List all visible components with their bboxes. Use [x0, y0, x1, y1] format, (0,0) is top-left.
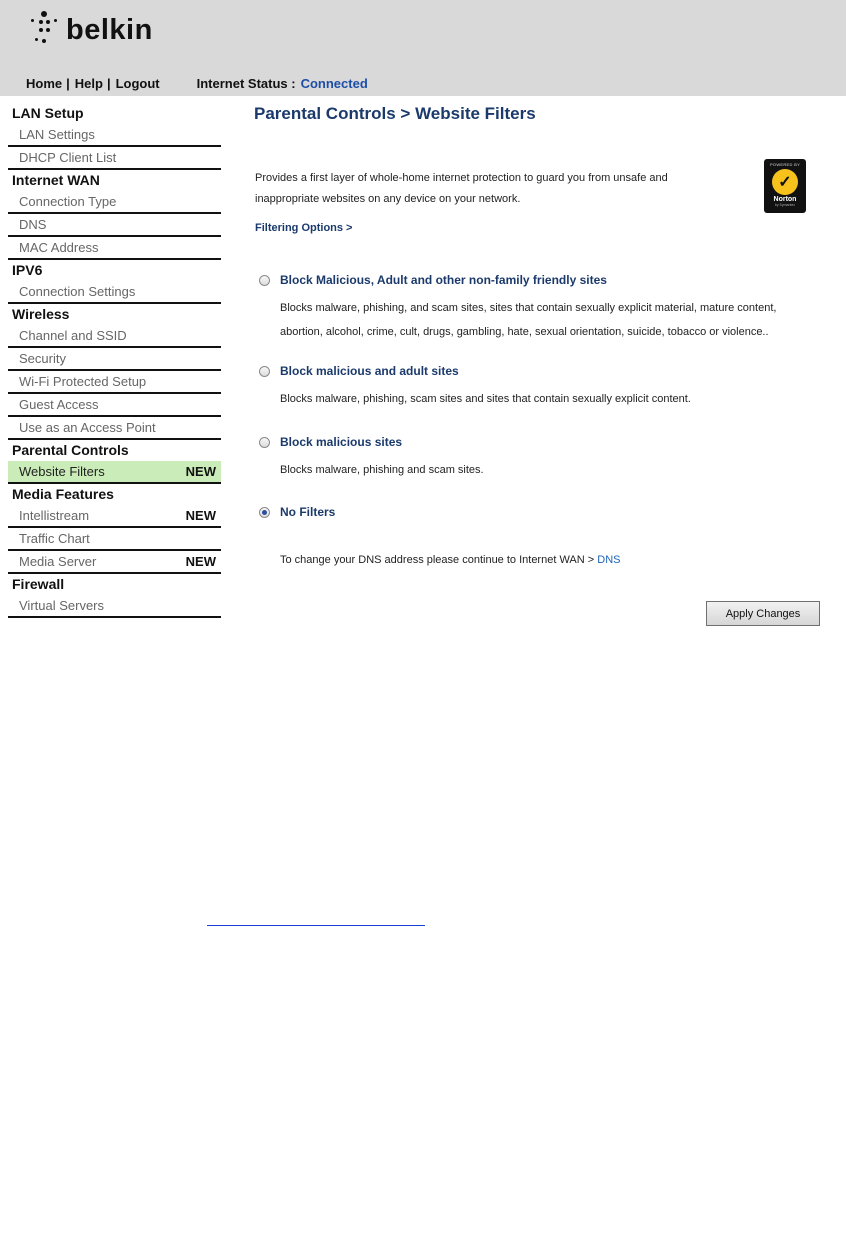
dns-note — [280, 554, 620, 566]
page-title: Parental Controls > Website Filters — [254, 104, 536, 123]
apply-changes-button[interactable]: Apply Changes — [706, 601, 820, 626]
option-desc-line: Blocks malware, phishing and scam sites. — [280, 464, 484, 476]
description-line: inappropriate websites on any device on your network. — [255, 193, 521, 205]
sidebar-item-website-filters[interactable] — [8, 461, 221, 484]
sidebar-item-label: Wi-Fi Protected Setup — [19, 374, 147, 389]
nav-separator: | — [106, 76, 111, 91]
sidebar-item-label: LAN Settings — [19, 127, 95, 142]
radio-malicious-adult[interactable] — [259, 366, 270, 377]
new-badge: NEW — [185, 554, 216, 569]
sidebar-item-label: MAC Address — [19, 240, 99, 255]
option-description — [280, 296, 820, 344]
sidebar-item-connection-type[interactable] — [8, 191, 221, 214]
new-badge: NEW — [185, 464, 216, 479]
sidebar-item-label: Channel and SSID — [19, 328, 127, 343]
sidebar-item-label: Website Filters — [19, 464, 105, 479]
nav-help-link[interactable]: Help — [74, 76, 103, 91]
dns-link[interactable]: DNS — [597, 554, 621, 566]
nav-separator: | — [66, 76, 70, 91]
sidebar-section-parental-controls: Parental Controls — [12, 442, 129, 458]
main-content — [254, 104, 824, 620]
norton-check-icon: ✓ — [772, 169, 798, 195]
option-description — [280, 387, 820, 411]
sidebar-item-label: Guest Access — [19, 397, 99, 412]
top-nav — [26, 76, 368, 91]
option-description — [280, 458, 820, 482]
sidebar-item-traffic-chart[interactable] — [8, 528, 221, 551]
sidebar-item-guest-access[interactable] — [8, 394, 221, 417]
sidebar-item-dns[interactable] — [8, 214, 221, 237]
radio-no-filters[interactable] — [259, 507, 270, 518]
sidebar-item-virtual-servers[interactable] — [8, 595, 221, 618]
sidebar-item-label: DHCP Client List — [19, 150, 117, 165]
dns-note-text: To change your DNS address please continue to Internet WAN > — [280, 554, 598, 566]
belkin-logo[interactable] — [22, 8, 153, 50]
option-desc-line: Blocks malware, phishing, and scam sites, sites that contain sexually explicit material, mature content, — [280, 302, 777, 314]
sidebar-section-wireless: Wireless — [12, 306, 70, 322]
sidebar-item-media-server[interactable] — [8, 551, 221, 574]
option-desc-line: abortion, alcohol, crime, cult, drugs, gambling, hate, sexual orientation, suicide, tobacco or violence.. — [280, 326, 769, 338]
filtering-options-link[interactable]: Filtering Options > — [255, 222, 353, 234]
sidebar-item-channel-and-ssid[interactable] — [8, 325, 221, 348]
sidebar-item-security[interactable] — [8, 348, 221, 371]
sidebar-section-media-features: Media Features — [12, 486, 114, 502]
option-title: Block Malicious, Adult and other non-family friendly sites — [280, 273, 607, 287]
sidebar-item-intellistream[interactable] — [8, 505, 221, 528]
sidebar-item-label: Connection Settings — [19, 284, 136, 299]
option-title: Block malicious and adult sites — [280, 364, 459, 378]
sidebar-item-connection-settings[interactable] — [8, 281, 221, 304]
radio-family-friendly[interactable] — [259, 275, 270, 286]
sidebar-item-label: Virtual Servers — [19, 598, 105, 613]
sidebar-section-firewall: Firewall — [12, 576, 65, 592]
norton-badge — [764, 159, 806, 213]
sidebar-item-label: Intellistream — [19, 508, 90, 523]
sidebar-item-dhcp-client-list[interactable] — [8, 147, 221, 170]
sidebar-item-label: Security — [19, 351, 66, 366]
sidebar-nav — [8, 103, 221, 618]
radio-malicious[interactable] — [259, 437, 270, 448]
nav-home-link[interactable]: Home — [26, 76, 63, 91]
sidebar-section-ipv6: IPV6 — [12, 262, 43, 278]
header-bar — [0, 0, 846, 96]
internet-status-label: Internet Status : — [196, 76, 296, 91]
sidebar-item-mac-address[interactable] — [8, 237, 221, 260]
sidebar-section-lan-setup: LAN Setup — [12, 105, 84, 121]
norton-powered-by: POWERED BY — [769, 162, 801, 167]
norton-sub: by Symantec — [774, 203, 796, 207]
norton-name: Norton — [773, 196, 797, 203]
sidebar-item-label: Connection Type — [19, 194, 117, 209]
sidebar-item-label: Use as an Access Point — [19, 420, 156, 435]
sidebar-item-label: Media Server — [19, 554, 97, 569]
sidebar-item-label: DNS — [19, 217, 47, 232]
sidebar-section-internet-wan: Internet WAN — [12, 172, 100, 188]
sidebar-item-wifi-protected-setup[interactable] — [8, 371, 221, 394]
option-title: No Filters — [280, 505, 336, 519]
internet-status-value: Connected — [300, 76, 368, 91]
option-desc-line: Blocks malware, phishing, scam sites and sites that contain sexually explicit content. — [280, 393, 691, 405]
link-underline[interactable] — [207, 925, 425, 926]
brand-name: belkin — [66, 13, 153, 46]
nav-logout-link[interactable]: Logout — [115, 76, 160, 91]
sidebar-item-label: Traffic Chart — [19, 531, 90, 546]
description — [255, 168, 725, 210]
option-title: Block malicious sites — [280, 435, 403, 449]
sidebar-item-access-point[interactable] — [8, 417, 221, 440]
sidebar-item-lan-settings[interactable] — [8, 124, 221, 147]
description-line: Provides a first layer of whole-home internet protection to guard you from unsafe and — [255, 172, 668, 184]
belkin-logo-icon — [22, 8, 62, 50]
new-badge: NEW — [185, 508, 216, 523]
